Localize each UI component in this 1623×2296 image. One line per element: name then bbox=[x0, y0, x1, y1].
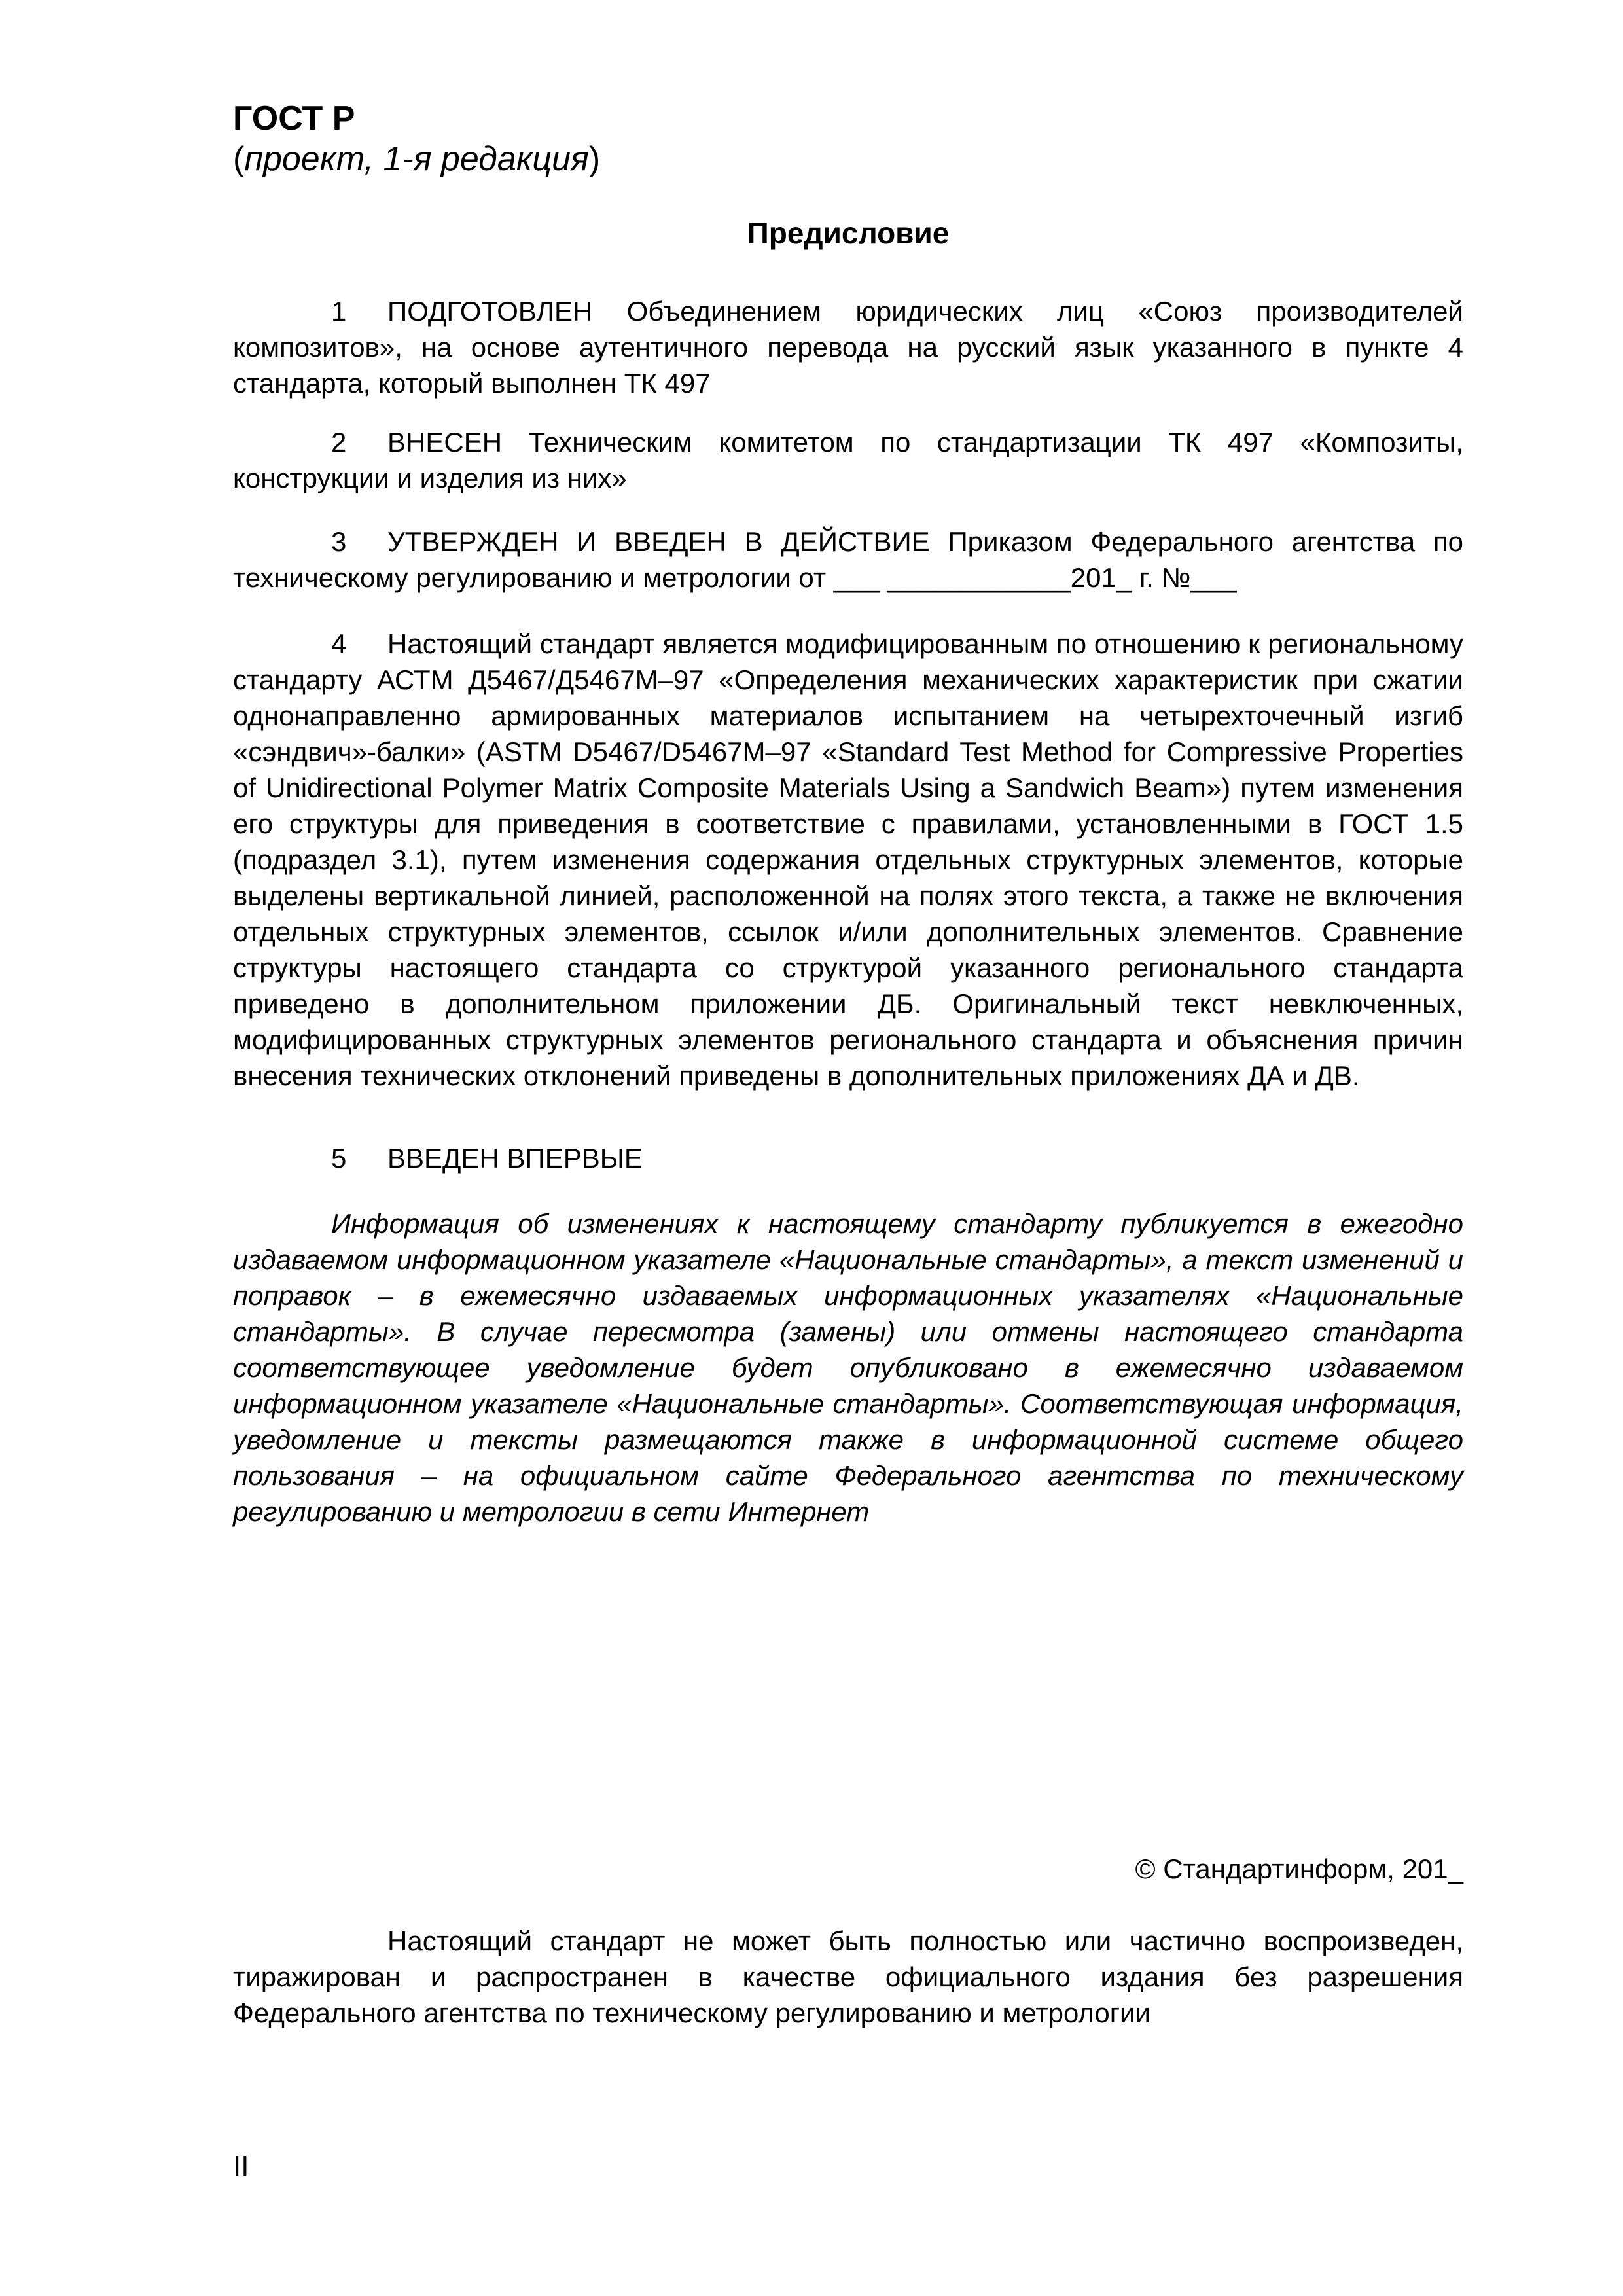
foreword-item-5 bbox=[233, 1140, 1463, 1176]
copyright-notice: © Стандартинформ, 201_ bbox=[1135, 1854, 1463, 1884]
item-number: 4 bbox=[331, 628, 347, 659]
item-text: ВВЕДЕН ВПЕРВЫЕ bbox=[387, 1143, 643, 1174]
item-number: 5 bbox=[331, 1143, 347, 1174]
item-text: Настоящий стандарт является модифицированным по отношению к региональному стандарту АСТМ Д5467/Д5467М–97 «Определения механических характеристик при сжатии однонаправленно армированных материалов испытанием на четырехточечный изгиб «сэндвич»-балки» (ASTM D5467/D5467M–97 «Standard Test Method for Compressive Properties of Unidirectional Polymer Matrix Composite Materials Using a Sandwich Beam») путем изменения его структуры для приведения в соответствие с правилами, установленными в ГОСТ 1.5 (подраздел 3.1), путем изменения содержания отдельных структурных элементов, которые выделены вертикальной линией, расположенной на полях этого текста, а также не включения отдельных структурных элементов, ссылок и/или дополнительных элементов. Сравнение структуры настоящего стандарта со структурой указанного регионального стандарта приведено в дополнительном приложении ДБ. Оригинальный текст невключенных, модифицированных структурных элементов регионального стандарта и объяснения причин внесения технических отклонений приведены в дополнительных приложениях ДА и ДВ. bbox=[233, 628, 1463, 1091]
item-text: ВНЕСЕН Техническим комитетом по стандартизации ТК 497 «Композиты, конструкции и изделия из них» bbox=[233, 427, 1463, 493]
draft-note-text: проект, 1-я редакция bbox=[244, 140, 589, 178]
reproduction-rights-notice: Настоящий стандарт не может быть полностью или частично воспроизведен, тиражирован и распространен в качестве официального издания без разрешения Федерального агентства по техническому регулированию и метрологии bbox=[233, 1926, 1463, 2028]
standard-designation: ГОСТ Р bbox=[233, 99, 355, 137]
foreword-item-2 bbox=[233, 424, 1463, 496]
page-number: II bbox=[233, 2150, 249, 2182]
draft-note bbox=[233, 139, 600, 179]
item-text: УТВЕРЖДЕН И ВВЕДЕН В ДЕЙСТВИЕ Приказом Федерального агентства по техническому регулированию и метрологии от ___ ____________201_ г. №___ bbox=[233, 526, 1463, 593]
draft-note-close-paren: ) bbox=[588, 140, 601, 178]
item-number: 3 bbox=[331, 526, 347, 557]
foreword-item-4 bbox=[233, 626, 1463, 1094]
item-number: 1 bbox=[331, 296, 347, 327]
draft-note-open-paren: ( bbox=[233, 140, 245, 178]
item-number: 2 bbox=[331, 427, 347, 457]
foreword-heading: Предисловие bbox=[747, 216, 950, 250]
item-text: ПОДГОТОВЛЕН Объединением юридических лиц «Союз производителей композитов», на основе аутентичного перевода на русский язык указанного в пункте 4 стандарта, который выполнен ТК 497 bbox=[233, 296, 1463, 399]
foreword-item-1 bbox=[233, 293, 1463, 401]
foreword-item-3 bbox=[233, 524, 1463, 596]
changes-info-note: Информация об изменениях к настоящему стандарту публикуется в ежегодно издаваемом информационном указателе «Национальные стандарты», а текст изменений и поправок – в ежемесячно издаваемых информационных указателях «Национальные стандарты». В случае пересмотра (замены) или отмены настоящего стандарта соответствующее уведомление будет опубликовано в ежемесячно издаваемом информационном указателе «Национальные стандарты». Соответствующая информация, уведомление и тексты размещаются также в информационной системе общего пользования – на официальном сайте Федерального агентства по техническому регулированию и метрологии в сети Интернет bbox=[233, 1208, 1463, 1527]
